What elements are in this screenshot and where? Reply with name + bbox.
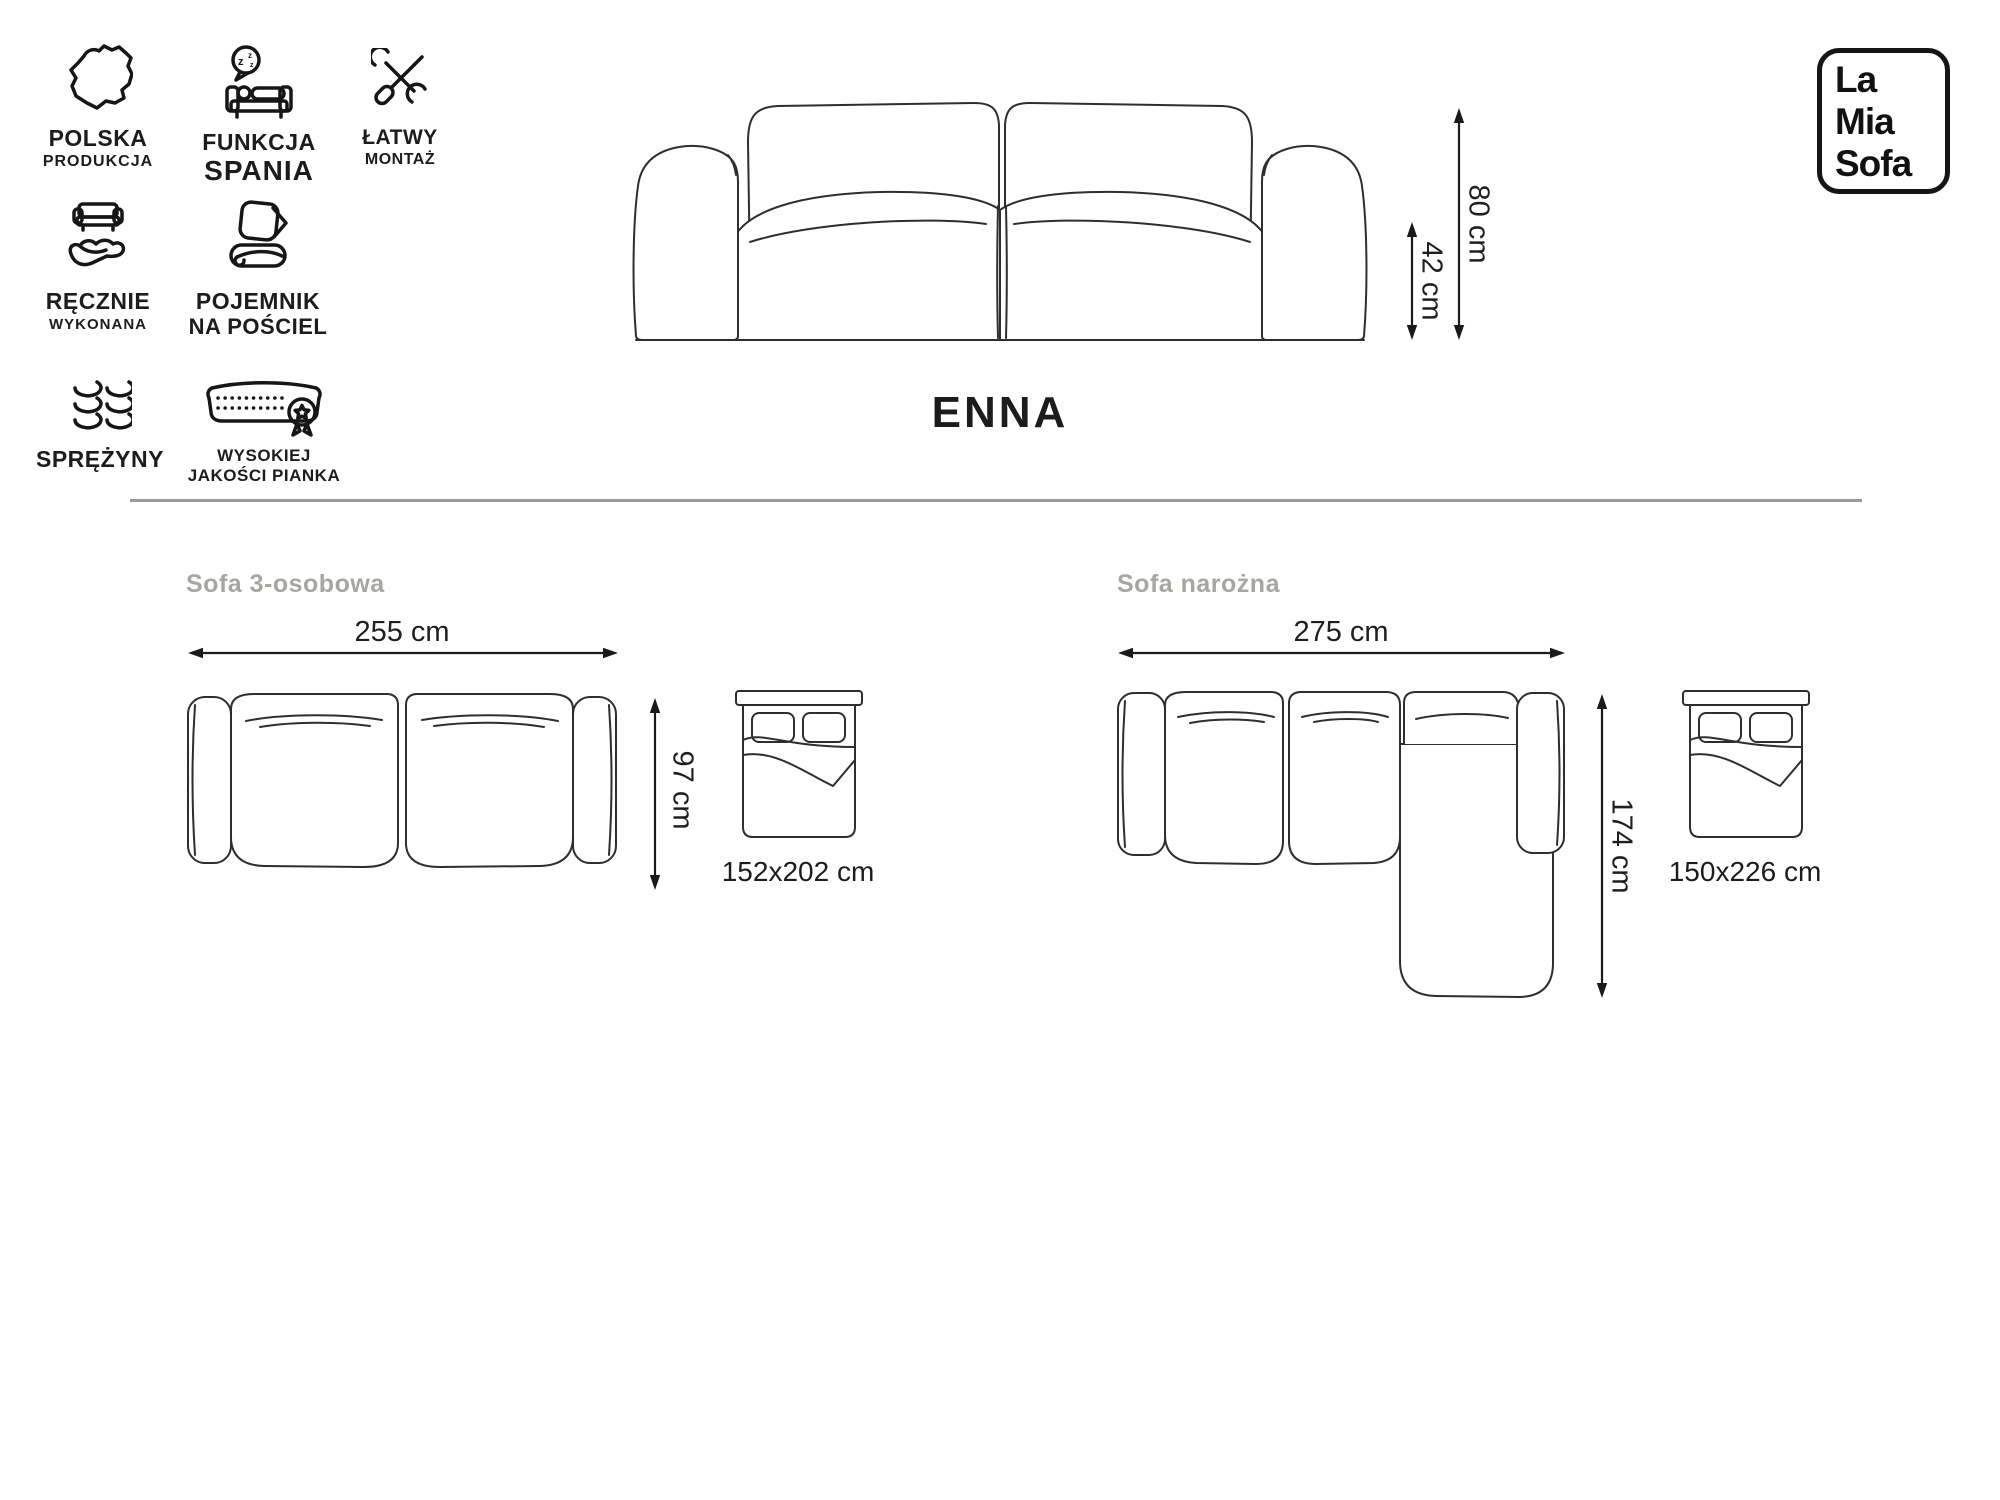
springs-icon [68, 372, 132, 434]
feature-latwy-montaz [339, 48, 461, 170]
brand-line-2: Mia [1835, 101, 1894, 142]
svg-text:z: z [238, 56, 244, 68]
brand-line-3: Sofa [1835, 143, 1912, 184]
variant-1-depth-label: 97 cm [666, 750, 699, 830]
feature-sublabel: MONTAŻ [364, 151, 436, 169]
feature-label: POLSKA [48, 125, 148, 151]
sleep-function-icon [225, 45, 293, 119]
feature-sublabel: PRODUKCJA [42, 153, 154, 171]
feature-label: WYSOKIEJ [217, 446, 311, 465]
variant-1-bed-size-label: 152x202 cm [721, 856, 875, 887]
variant-2-width-label: 275 cm [1293, 616, 1389, 648]
feature-pojemnik-na-posciel [178, 200, 338, 340]
brand-line-1: La [1835, 59, 1877, 100]
brand-logo [1817, 48, 1950, 194]
bed-size-icon [735, 690, 863, 842]
variant-1-width-label: 255 cm [354, 616, 450, 648]
sofa-front-view-drawing [632, 100, 1368, 342]
feature-sublabel: JAKOŚCI PIANKA [187, 465, 341, 485]
hand-holding-sofa-icon [66, 202, 130, 272]
variant-1-title: Sofa 3-osobowa [186, 570, 385, 598]
feature-polska-produkcja [28, 43, 168, 172]
sofa-top-view-drawing [186, 689, 618, 871]
bedding-storage-icon [224, 200, 292, 272]
feature-label: ŁATWY [362, 126, 438, 149]
wrench-screwdriver-icon [371, 48, 429, 106]
variant-2-width-arrow [1118, 645, 1565, 661]
feature-sublabel: SPANIA [204, 155, 314, 187]
product-name: ENNA [931, 388, 1069, 437]
poland-map-icon [63, 43, 133, 117]
feature-sublabel: NA POŚCIEL [188, 314, 328, 340]
svg-text:z: z [250, 62, 254, 69]
corner-sofa-top-view-drawing [1116, 689, 1566, 999]
variant-2-depth-label: 174 cm [1605, 798, 1638, 894]
hero-height-label: 80 cm [1462, 184, 1495, 264]
variant-2-bed-size-label: 150x226 cm [1668, 856, 1822, 887]
hero-seat-height-label: 42 cm [1415, 241, 1448, 321]
feature-label: FUNKCJA [202, 129, 316, 155]
variant-1-depth-arrow [647, 698, 663, 890]
feature-label: RĘCZNIE [45, 288, 151, 314]
foam-quality-badge-icon [202, 380, 326, 438]
variant-1-width-arrow [188, 645, 618, 661]
section-divider [130, 499, 1862, 502]
feature-wysokiej-jakosci-pianka [185, 380, 343, 485]
svg-text:z: z [248, 51, 252, 60]
feature-funkcja-spania [179, 45, 339, 188]
feature-label: POJEMNIK [195, 288, 321, 314]
feature-sprezyny [30, 372, 170, 472]
bed-size-icon [1682, 690, 1810, 842]
feature-label: SPRĘŻYNY [36, 446, 164, 472]
variant-2-title: Sofa narożna [1117, 570, 1280, 598]
feature-recznie-wykonana [28, 202, 168, 334]
feature-sublabel: WYKONANA [49, 316, 147, 334]
